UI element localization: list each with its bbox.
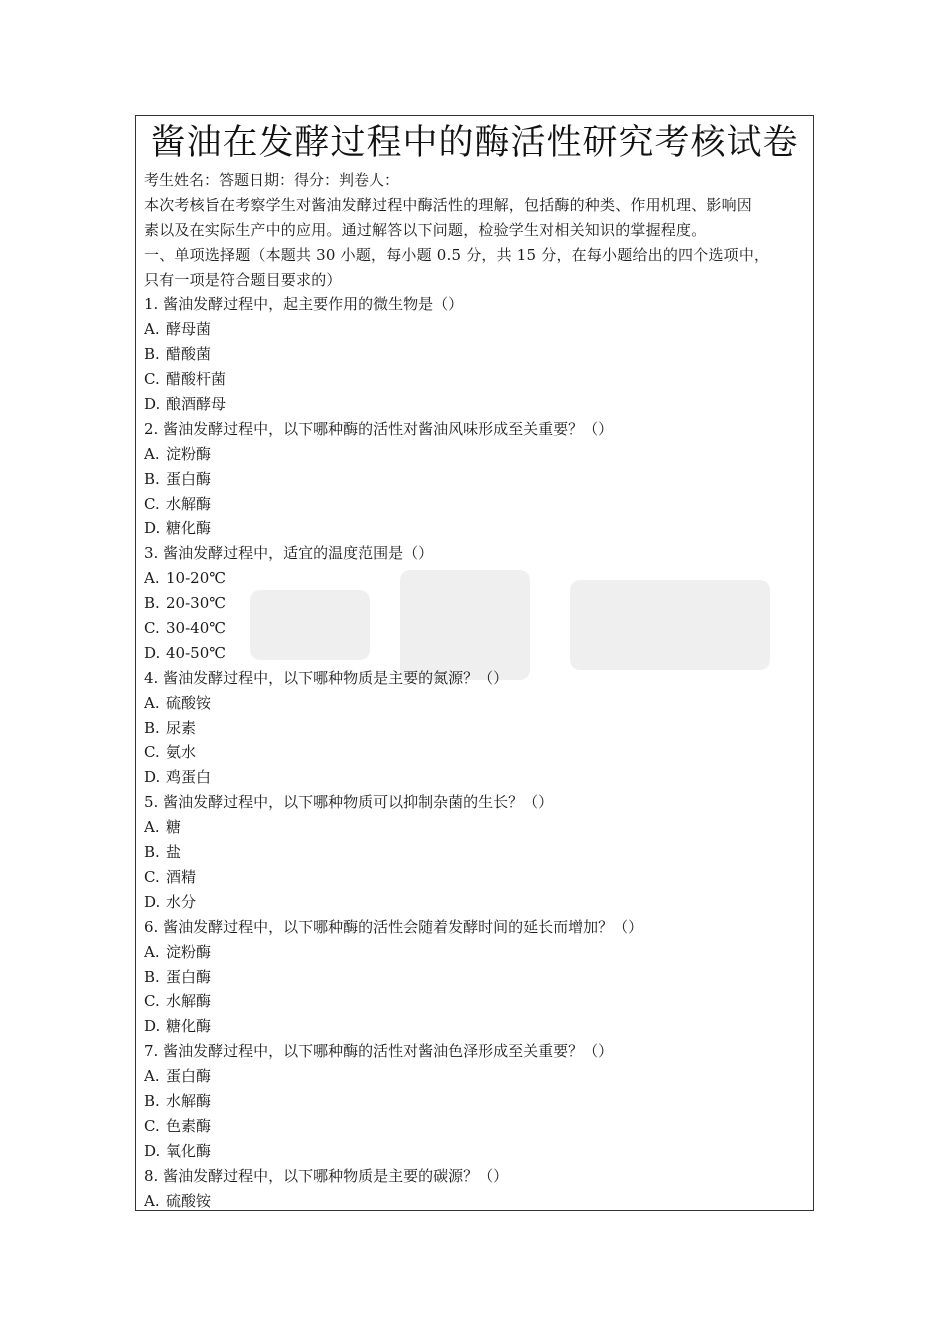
section-heading <box>144 243 806 293</box>
exam-body <box>144 168 806 1213</box>
option <box>144 566 806 591</box>
option <box>144 740 806 765</box>
option-key: D. <box>144 519 161 538</box>
question-1 <box>144 292 806 416</box>
option <box>144 641 806 666</box>
option-text: 糖化酶 <box>166 1017 212 1036</box>
intro-paragraph <box>144 193 806 243</box>
option <box>144 467 806 492</box>
option-key: B. <box>144 718 160 737</box>
option-key: C. <box>144 992 160 1011</box>
exam-title: 酱油在发酵过程中的酶活性研究考核试卷 <box>150 123 799 163</box>
option-key: B. <box>144 594 160 613</box>
option-text: 20-30℃ <box>166 594 227 613</box>
option-key: B. <box>144 345 160 364</box>
option <box>144 691 806 716</box>
option-key: A. <box>144 942 160 961</box>
option-text: 糖 <box>166 818 182 837</box>
question-stem: 2. 酱油发酵过程中，以下哪种酶的活性对酱油风味形成至关重要？（） <box>144 419 614 438</box>
option-text: 水分 <box>166 892 197 911</box>
option <box>144 1114 806 1139</box>
header-fields: 考生姓名：答题日期：得分：判卷人： <box>144 171 400 189</box>
question-stem: 1. 酱油发酵过程中，起主要作用的微生物是（） <box>144 295 464 314</box>
option <box>144 1014 806 1039</box>
option <box>144 1064 806 1089</box>
question-stem: 8. 酱油发酵过程中，以下哪种物质是主要的碳源？（） <box>144 1166 509 1185</box>
option <box>144 516 806 541</box>
option-text: 水解酶 <box>166 494 212 513</box>
option-text: 蛋白酶 <box>166 469 212 488</box>
option-text: 尿素 <box>166 718 197 737</box>
section-heading-line: 只有一项是符合题目要求的） <box>144 270 342 289</box>
option-key: C. <box>144 494 160 513</box>
option <box>144 1189 806 1214</box>
option-text: 酿酒酵母 <box>166 395 227 414</box>
option-text: 蛋白酶 <box>166 1067 212 1086</box>
option-text: 鸡蛋白 <box>166 768 212 787</box>
option-key: B. <box>144 469 160 488</box>
option-key: B. <box>144 1091 160 1110</box>
option <box>144 940 806 965</box>
question-stem: 4. 酱油发酵过程中，以下哪种物质是主要的氮源？（） <box>144 668 509 687</box>
option <box>144 890 806 915</box>
option-key: D. <box>144 1017 161 1036</box>
option <box>144 616 806 641</box>
option-text: 糖化酶 <box>166 519 212 538</box>
option-text: 10-20℃ <box>166 569 227 588</box>
option-text: 淀粉酶 <box>166 444 212 463</box>
option-text: 水解酶 <box>166 1091 212 1110</box>
option-key: A. <box>144 444 160 463</box>
option <box>144 716 806 741</box>
option-key: D. <box>144 1141 161 1160</box>
option-key: A. <box>144 569 160 588</box>
option-text: 40-50℃ <box>166 643 227 662</box>
option-key: C. <box>144 619 160 638</box>
question-8 <box>144 1164 806 1214</box>
option-text: 硫酸铵 <box>166 693 212 712</box>
option-key: C. <box>144 1116 160 1135</box>
option <box>144 392 806 417</box>
option-text: 氨水 <box>166 743 197 762</box>
option <box>144 442 806 467</box>
question-3 <box>144 541 806 665</box>
option-text: 淀粉酶 <box>166 942 212 961</box>
option-text: 盐 <box>166 843 182 862</box>
option-key: D. <box>144 643 161 662</box>
option <box>144 1089 806 1114</box>
option-key: C. <box>144 867 160 886</box>
question-4 <box>144 666 806 790</box>
option <box>144 965 806 990</box>
exam-paper <box>135 115 814 1211</box>
intro-line: 本次考核旨在考察学生对酱油发酵过程中酶活性的理解，包括酶的种类、作用机理、影响因 <box>144 195 753 214</box>
question-7 <box>144 1039 806 1163</box>
question-5 <box>144 790 806 914</box>
question-stem: 3. 酱油发酵过程中，适宜的温度范围是（） <box>144 544 434 563</box>
option-key: A. <box>144 320 160 339</box>
option-key: A. <box>144 693 160 712</box>
question-2 <box>144 417 806 541</box>
option-text: 硫酸铵 <box>166 1191 212 1210</box>
option-text: 水解酶 <box>166 992 212 1011</box>
option <box>144 815 806 840</box>
option-text: 蛋白酶 <box>166 967 212 986</box>
option-text: 醋酸杆菌 <box>166 370 227 389</box>
option <box>144 342 806 367</box>
option-text: 氧化酶 <box>166 1141 212 1160</box>
option <box>144 989 806 1014</box>
option <box>144 367 806 392</box>
option-key: A. <box>144 818 160 837</box>
option <box>144 765 806 790</box>
option <box>144 591 806 616</box>
question-stem: 5. 酱油发酵过程中，以下哪种物质可以抑制杂菌的生长？（） <box>144 793 554 812</box>
option-text: 酒精 <box>166 867 197 886</box>
option-key: A. <box>144 1067 160 1086</box>
option <box>144 317 806 342</box>
option-text: 30-40℃ <box>166 619 227 638</box>
question-6 <box>144 915 806 1039</box>
option <box>144 840 806 865</box>
option-key: A. <box>144 1191 160 1210</box>
section-heading-line: 一、单项选择题（本题共 30 小题，每小题 0.5 分，共 15 分，在每小题给出的四个选项中， <box>144 245 770 264</box>
option-text: 醋酸菌 <box>166 345 212 364</box>
option-text: 色素酶 <box>166 1116 212 1135</box>
option-key: D. <box>144 395 161 414</box>
option-key: C. <box>144 370 160 389</box>
option-key: C. <box>144 743 160 762</box>
option-text: 酵母菌 <box>166 320 212 339</box>
option-key: B. <box>144 967 160 986</box>
option <box>144 492 806 517</box>
option-key: D. <box>144 892 161 911</box>
question-stem: 6. 酱油发酵过程中，以下哪种酶的活性会随着发酵时间的延长而增加？（） <box>144 917 644 936</box>
intro-line: 素以及在实际生产中的应用。通过解答以下问题，检验学生对相关知识的掌握程度。 <box>144 220 707 239</box>
option-key: B. <box>144 843 160 862</box>
question-stem: 7. 酱油发酵过程中，以下哪种酶的活性对酱油色泽形成至关重要？（） <box>144 1042 614 1061</box>
option <box>144 1139 806 1164</box>
option-key: D. <box>144 768 161 787</box>
option <box>144 865 806 890</box>
